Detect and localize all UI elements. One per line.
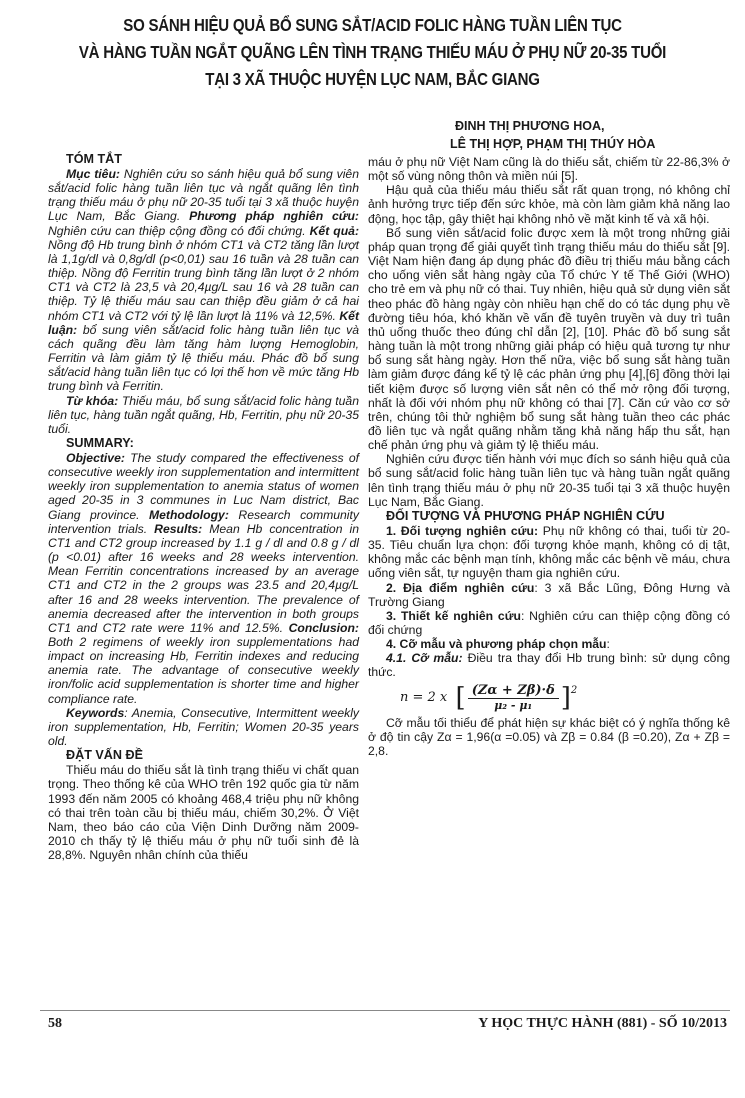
results-text: Nồng độ Hb trung bình ở nhóm CT1 và CT2 tăng lần lượt là 1,1g/dl và 0,8g/dl (p<0,01) sau 16 tuần và 28 tuần can thiệp. Nồng độ Ferritin trung bình tăng lần lượt ở 2 nhóm CT1 và CT2 là 23,5 và 20,4µg/L sau 16 và 28 tuần can thiệp. Tỷ lệ thiếu máu sau can thiệp đều giảm ở cả hai nhóm CT1 và CT2 với tỷ lệ lần lượt là 11% và 12,5%.: [48, 237, 359, 323]
intro-heading: ĐẶT VẤN ĐỀ: [66, 748, 143, 763]
results-en-label: Results:: [154, 521, 203, 536]
keywords-en-label: Keywords: [66, 705, 125, 720]
conclusion-en-label: Conclusion:: [288, 620, 359, 635]
article-title: [52, 12, 693, 93]
methods-location: [368, 581, 730, 609]
location-label: 2. Địa điểm nghiên cứu: [386, 580, 535, 595]
conclusion-label: Kết luận:: [48, 308, 359, 337]
subjects-text: Phụ nữ không có thai, tuổi từ 20-35. Tiêu chuẩn lựa chọn: đối tượng khỏe mạnh, không có dị tật, không mắc các bệnh mạn tính, không mắc các bệnh về máu, chưa uống viên sắt, tự nguyện tham gia nghiên cứu.: [368, 523, 731, 581]
methods-heading: ĐỐI TƯỢNG VÀ PHƯƠNG PHÁP NGHIÊN CỨU: [386, 508, 665, 523]
keywords-vi-text: Thiếu máu, bổ sung sắt/acid folic hàng tuần liên tục, hàng tuần ngắt quãng, Hb, Ferritin, phụ nữ 20-35 tuổi.: [48, 393, 359, 436]
location-text: : 3 xã Bắc Lũng, Đông Hưng và Trường Giang: [368, 580, 730, 609]
method-en-label: Methodology:: [149, 507, 229, 522]
formula-bracket-close: ]: [560, 683, 571, 714]
results-label: Kết quả:: [309, 223, 359, 238]
intro-paragraph-1: Thiếu máu do thiếu sắt là tình trạng thiếu vi chất quan trọng. Theo thống kê của WHO trên 192 quốc gia từ năm 1993 đến năm 2005 có khoảng 468,4 triệu phụ nữ không có thai trên toàn cầu bị thiếu máu, chiếm 30,2%. Ở Việt Nam, theo báo cáo của Viện Dinh Dưỡng năm 2009-2010 ch thấy tỷ lệ thiếu máu ở phụ nữ tuổi sinh đẻ là 28,8%. Nguyên nhân chính của thiếu: [48, 763, 359, 863]
methods-paragraph: Cỡ mẫu tối thiểu để phát hiện sự khác biệt có ý nghĩa thống kê ở độ tin cậy Zα = 1,96(α =0.05) và Zβ = 0.84 (β =0.20), Zα + Zβ = 2,8.: [368, 715, 730, 759]
intro-paragraph-2: Hậu quả của thiếu máu thiếu sắt rất quan trọng, nó không chỉ ảnh hưởng trực tiếp đến sức khỏe, mà còn làm giảm khả năng lao động, học tập, gây thiệt hại không nhỏ về mặt kinh tế và xã hội.: [368, 183, 730, 226]
subjects-label: 1. Đối tượng nghiên cứu:: [386, 523, 539, 538]
formula-fraction: [468, 684, 559, 713]
abstract-vi-heading: TÓM TẮT: [66, 152, 122, 166]
methods-sample: [368, 637, 730, 651]
formula-denominator: μ₂ - μ₁: [494, 698, 533, 712]
formula-power: 2: [570, 684, 578, 696]
conclusion-text: bổ sung viên sắt/acid folic hàng tuần liên tục và cách quãng đều làm tăng hàm lượng Hemoglobin, Ferritin và làm giảm tỷ lệ thiếu máu. Phác đồ bổ sung sắt/acid hàng tuần liên tục có lợi thế hơn về mức tăng Hb trung bình và Ferritin.: [48, 322, 359, 394]
keywords-en: [48, 706, 359, 748]
keywords-vi-label: Từ khóa:: [66, 393, 119, 408]
journal-name: Y HỌC THỰC HÀNH (881) - SỐ 10/2013: [478, 1016, 727, 1031]
formula-numerator: (Zα + Zβ)·δ: [468, 684, 559, 699]
methods-design: [368, 609, 730, 637]
design-text: : Nghiên cứu can thiệp cộng đồng có đối chứng: [368, 608, 730, 637]
formula-lhs: n = 2 x: [400, 690, 448, 706]
title-line-2: VÀ HÀNG TUẦN NGẮT QUÃNG LÊN TÌNH TRẠNG THIẾU MÁU Ở PHỤ NỮ 20-35 TUỔI: [78, 42, 667, 62]
keywords-en-text: : Anemia, Consecutive, Intermittent weekly iron supplementation, Hb, Ferritin; Women 20-35 years old.: [48, 705, 359, 749]
right-column: [368, 155, 730, 758]
page-number: 58: [48, 1016, 62, 1031]
authors: [450, 117, 656, 153]
objective-text: Nghiên cứu so sánh hiệu quả bổ sung viên sắt/acid folic hàng tuần liên tục và ngắt quãng lên tình trạng thiếu máu ở phụ nữ 20-35 tuổi tại 3 xã thuộc huyện Lục Nam, Bắc Giang.: [48, 167, 359, 224]
authors-line-2: LÊ THỊ HỢP, PHẠM THỊ THÚY HÒA: [450, 137, 656, 151]
left-column: [48, 152, 359, 862]
results-en-text: Mean Hb concentration in CT1 and CT2 group increased by 1.1 g / dl and 0.8 g / dl (p <0.01) after 16 weeks and 28 weeks intervention. Mean Ferritin concentrations increased by an average CT1 and CT2 in the 2 groups was 23.5 and 20,4µg/L after 16 and 28 weeks intervention. The prevalence of anemia decreased after the intervention in both groups CT1 and CT2 rate were 11% and 12.5%.: [48, 521, 359, 635]
title-line-3: TẠI 3 XÃ THUỘC HUYỆN LỤC NAM, BẮC GIANG: [205, 69, 540, 89]
authors-line-1: ĐINH THỊ PHƯƠNG HOA,: [455, 119, 605, 133]
conclusion-en-text: Both 2 regimens of weekly iron supplementations had impact on increasing Hb, Ferritin indexes and reducing anemia rate. The advantage of consecutive weekly iron/folic acid supplementation is shorter time and higher compliance rate.: [48, 635, 359, 706]
methods-subjects: [368, 524, 730, 581]
abstract-vi-body: [48, 167, 359, 394]
sample-size-formula: [400, 684, 730, 713]
method-text: Nghiên cứu can thiệp cộng đồng có đối chứng.: [48, 223, 310, 238]
sample-label: 4. Cỡ mẫu và phương pháp chọn mẫu: [386, 637, 607, 652]
objective-label: Mục tiêu:: [66, 167, 120, 181]
design-label: 3. Thiết kế nghiên cứu: [386, 608, 521, 623]
method-label: Phương pháp nghiên cứu:: [189, 209, 359, 224]
formula-bracket-open: [: [447, 683, 466, 714]
method-en-text: Research community intervention trials.: [48, 507, 359, 536]
intro-paragraph-3: Bổ sung viên sắt/acid folic được xem là một trong những giải pháp quan trọng để giải quyết tình trạng thiếu máu do thiếu sắt [9]. Việt Nam hiện đang áp dụng phác đồ điều trị thiếu máu bằng cách cho uống viên sắt hàng ngày của Tổ chức Y tế Thế Giới (WHO) cho trẻ em và phụ nữ có thai. Tuy nhiên, hiệu quả sử dụng viên sắt theo phác đồ hàng ngày còn nhiều hạn chế do có tác dụng phụ về đường tiêu hóa, khó khăn về vấn đề tuyên truyền và duy trì tuân thủ uống thuốc theo đúng chỉ dẫn [2], [10]. Phác đồ bổ sung sắt hàng tuần là một trong những giải pháp có hiệu quả tương tự như bổ sung sắt hàng ngày. Hơn thế nữa, việc bổ sung sắt hàng tuần làm giảm được đáng kể tỷ lệ các phản ứng phụ [4],[6] đồng thời lại tiết kiệm được số lượng viên sắt nên có thể mở rộng đối tượng, nhất là đối với nhóm phụ nữ không có thai [7]. Căn cứ vào cơ sở trên, chúng tôi thử nghiệm bổ sung sắt hàng tuần theo các phác đồ liên tục và ngắt quãng nhằm tăng khả năng hấp thu sắt, hạn chế phản ứng phụ và giảm tỷ lệ thiếu máu.: [368, 225, 730, 453]
footer-rule: [40, 1010, 730, 1011]
abstract-en-body: [48, 451, 359, 706]
intro-paragraph-4: Nghiên cứu được tiến hành với mục đích so sánh hiệu quả của bổ sung sắt/acid folic hàng tuần liên tục và hàng tuần ngắt quãng lên tình trạng thiếu máu ở phụ nữ 20-35 tuổi tại 3 xã thuộc huyện Lục Nam, Bắc Giang.: [368, 452, 730, 509]
methods-sample-size: [368, 651, 730, 679]
sample-size-label: 4.1. Cỡ mẫu:: [386, 651, 463, 666]
intro-paragraph-1-cont: máu ở phụ nữ Việt Nam cũng là do thiếu sắt, chiếm từ 22-86,3% ở một số vùng nông thôn và miền núi [5].: [368, 155, 730, 184]
objective-en-label: Objective:: [66, 450, 125, 465]
objective-en-text: The study compared the effectiveness of consecutive weekly iron supplementation and intermittent weekly iron supplementation to anemia status of women aged 20-35 in 3 communes in Luc Nam district, Bac Giang province.: [48, 450, 359, 522]
sample-text: :: [606, 637, 610, 652]
abstract-en-heading: SUMMARY:: [66, 435, 134, 450]
title-line-1: SO SÁNH HIỆU QUẢ BỔ SUNG SẮT/ACID FOLIC HÀNG TUẦN LIÊN TỤC: [123, 15, 622, 35]
sample-size-text: Điều tra thay đổi Hb trung bình: sử dụng công thức.: [368, 651, 731, 680]
keywords-vi: [48, 394, 359, 436]
